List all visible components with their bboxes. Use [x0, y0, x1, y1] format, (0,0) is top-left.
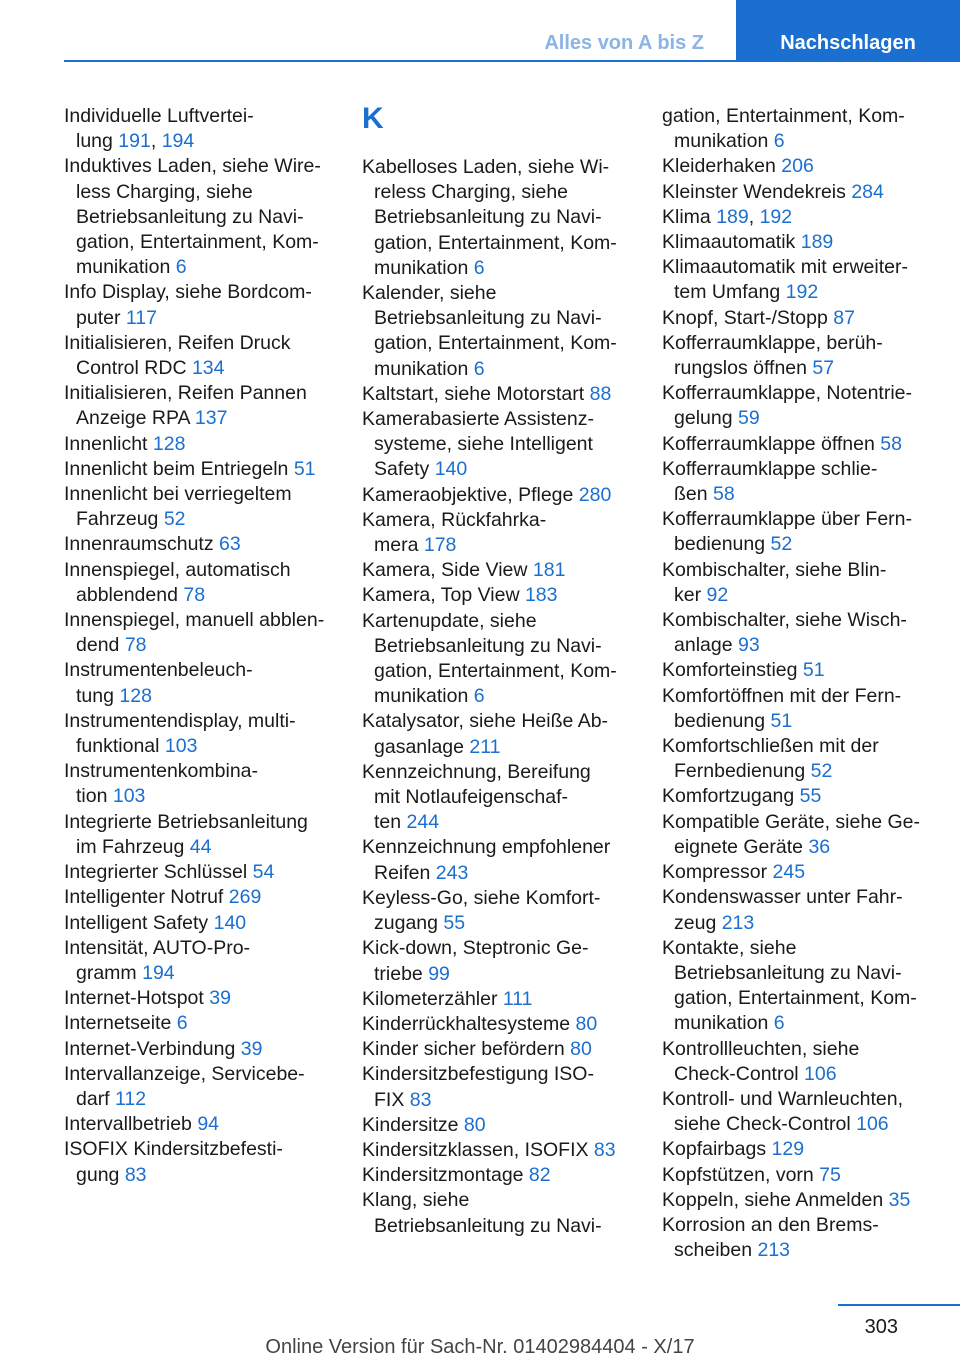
index-entry-label: Innenspiegel, automatisch abblendend	[64, 558, 291, 606]
index-entry-label: Instrumentendisplay, multi- funktional	[64, 709, 296, 758]
index-entry	[362, 1163, 632, 1188]
index-entry	[362, 1113, 632, 1138]
index-entry	[64, 709, 334, 759]
page-reference-link[interactable]: 6	[773, 130, 785, 153]
index-entry	[64, 532, 334, 557]
index-entry-label: Innenlicht bei verriegeltem Fahrzeug	[64, 483, 292, 531]
index-entry	[662, 936, 934, 1037]
page-reference-link[interactable]: 59	[737, 407, 760, 430]
page-reference-link[interactable]: 191	[118, 130, 151, 153]
footer-rule	[838, 1304, 960, 1306]
page-reference-link[interactable]: 6	[175, 256, 187, 279]
index-entry	[662, 457, 934, 507]
page-reference-link[interactable]: 55	[799, 785, 822, 808]
index-entry-label: Kick-down, Steptronic Ge- triebe	[362, 937, 589, 985]
page-reference-link[interactable]: 57	[812, 357, 835, 380]
index-entry	[362, 407, 632, 483]
index-entry	[662, 1163, 934, 1188]
index-entry	[64, 558, 334, 608]
index-entry	[64, 432, 334, 457]
index-entry-label: Kofferraumklappe, berüh- rungslos öffnen	[662, 331, 883, 380]
index-entry	[362, 1188, 632, 1238]
index-entry-label: Kamera, Side View	[362, 559, 533, 582]
page-header	[0, 0, 960, 62]
page-reference-link[interactable]: 51	[770, 709, 793, 732]
index-entry-label: Kartenupdate, siehe Betriebsanleitung zu Navi- gation, Entertainment, Kom- munikation	[362, 609, 617, 708]
page-reference-link[interactable]: 137	[194, 407, 228, 430]
index-entry	[662, 810, 934, 860]
index-entry-label: Innenraumschutz	[64, 533, 220, 556]
page-reference-link[interactable]: 44	[189, 835, 212, 858]
index-entry-label: Koppeln, siehe Anmelden	[662, 1188, 889, 1211]
index-entry-label: Klimaautomatik	[662, 231, 801, 254]
index-entry-label: Komfortzugang	[662, 785, 800, 808]
index-entry-label: Kontroll- und Warnleuchten, siehe Check-Control	[662, 1087, 903, 1136]
index-entry	[64, 911, 334, 936]
index-entry	[362, 281, 632, 382]
index-entry: Individuelle Luftvertei- lung 191, 194	[64, 105, 254, 153]
page-reference-link[interactable]: 83	[409, 1088, 432, 1111]
page-reference-link[interactable]: 128	[119, 684, 152, 707]
index-entry-label: Kombischalter, siehe Blin- ker	[662, 558, 887, 606]
page-reference-link[interactable]: 52	[163, 508, 186, 531]
page-reference-link[interactable]: 194	[161, 130, 195, 153]
index-entry	[64, 381, 334, 431]
index-entry-label: Klima	[662, 205, 717, 228]
page-reference-link[interactable]: 80	[570, 1038, 592, 1061]
index-entry	[662, 885, 934, 935]
page-reference-link[interactable]: 192	[759, 205, 793, 228]
index-entry-label: Komfortschließen mit der Fernbedienung	[662, 735, 879, 783]
index-entry	[64, 885, 334, 910]
index-entry-label: Internet-Verbindung	[64, 1037, 241, 1060]
page-reference-link[interactable]: 6	[473, 685, 485, 708]
index-entry	[662, 180, 934, 205]
index-entry-label: Klang, siehe Betriebsanleitung zu Navi-	[362, 1189, 602, 1237]
index-entry	[64, 1137, 334, 1187]
index-entry-label: Kinderrückhaltesysteme	[362, 1012, 576, 1035]
index-entry-label: Klimaautomatik mit erweiter- tem Umfang	[662, 256, 908, 304]
index-entry	[362, 483, 632, 508]
page-reference-link[interactable]: 83	[124, 1163, 147, 1186]
index-entry	[662, 658, 934, 683]
page-reference-link[interactable]: 280	[578, 483, 612, 506]
index-entry-label: Intervallanzeige, Servicebe- darf	[64, 1062, 305, 1110]
page-reference-link[interactable]: 140	[213, 911, 247, 934]
page-reference-link[interactable]: 111	[502, 987, 533, 1010]
index-entry-label: Komforteinstieg	[662, 659, 803, 682]
index-entry-label: Intervallbetrieb	[64, 1113, 198, 1136]
page-reference-link[interactable]: 36	[808, 835, 831, 858]
index-entry	[64, 608, 334, 658]
page-number: 303	[864, 1316, 898, 1338]
page-reference-link[interactable]: 78	[124, 634, 147, 657]
index-entry	[362, 1138, 632, 1163]
index-entry	[64, 810, 334, 860]
page-reference-link[interactable]: 103	[164, 735, 198, 758]
index-entry	[362, 936, 632, 986]
index-entry	[662, 306, 934, 331]
index-entry	[362, 558, 632, 583]
index-entry-label: Kamerabasierte Assistenz- systeme, siehe Intelligent Safety	[362, 408, 594, 481]
page-reference-link[interactable]: 117	[125, 306, 157, 329]
index-entry-label: Komfortöffnen mit der Fern- bedienung	[662, 684, 902, 732]
index-entry-label: Kombischalter, siehe Wisch- anlage	[662, 609, 907, 657]
index-entry	[64, 658, 334, 708]
index-entry-label: Induktives Laden, siehe Wire- less Charging, siehe Betriebsanleitung zu Navi- gation, Entertainment, Kom- munikation	[64, 155, 321, 279]
index-entry-label: Kontakte, siehe Betriebsanleitung zu Navi- gation, Entertainment, Kom- munikation	[662, 936, 917, 1035]
index-entry-label: gation, Entertainment, Kom- munikation	[662, 105, 905, 153]
index-entry-label: Initialisieren, Reifen Pannen Anzeige RPA	[64, 382, 307, 430]
page-reference-link[interactable]: 189	[800, 231, 834, 254]
index-entry	[64, 1062, 334, 1112]
index-entry-label: Kofferraumklappe, Notentrie- gelung	[662, 382, 913, 430]
index-entry-label: Internet-Hotspot	[64, 987, 210, 1010]
index-entry	[64, 331, 334, 381]
index-entry-label: Knopf, Start-/Stopp	[662, 306, 834, 329]
page-reference-link[interactable]: 51	[293, 457, 316, 480]
index-entry	[362, 609, 632, 710]
index-entry-label: Katalysator, siehe Heiße Ab- gasanlage	[362, 710, 609, 758]
index-entry-label: Kinder sicher befördern	[362, 1038, 571, 1061]
header-chapter-tab[interactable]: Nachschlagen	[736, 0, 960, 62]
index-entry-label: Kopfstützen, vorn	[662, 1163, 820, 1186]
index-entry-label: Kleinster Wendekreis	[662, 180, 852, 203]
index-entry	[662, 230, 934, 255]
index-column-2	[362, 104, 632, 1239]
index-entry	[662, 1137, 934, 1162]
page-reference-link[interactable]: 106	[856, 1113, 889, 1136]
page-reference-link[interactable]: 134	[191, 357, 225, 380]
index-entry	[662, 784, 934, 809]
online-version-note: Online Version für Sach-Nr. 01402984404 - X/17	[265, 1336, 695, 1358]
index-entry	[362, 583, 632, 608]
page-reference-link[interactable]: 269	[228, 886, 262, 909]
index-entry-label: Keyless-Go, siehe Komfort- zugang	[362, 886, 601, 935]
page-reference-link[interactable]: 75	[819, 1163, 841, 1186]
index-entry	[662, 154, 934, 179]
index-entry	[662, 1213, 934, 1263]
page-reference-link[interactable]: 181	[532, 559, 566, 582]
index-entry	[64, 1037, 334, 1062]
index-entry-label: Kofferraumklappe über Fern- bedienung	[662, 508, 913, 556]
index-entry-label: Kompressor	[662, 861, 773, 884]
index-entry-label: Kalender, siehe Betriebsanleitung zu Navi- gation, Entertainment, Kom- munikation	[362, 282, 617, 380]
index-entry-label: Integrierter Schlüssel	[64, 861, 253, 884]
index-entry-label: Kofferraumklappe schlie- ßen	[662, 457, 878, 506]
index-entry-label: Kompatible Geräte, siehe Ge- eignete Geräte	[662, 810, 920, 858]
page-reference-link[interactable]: 93	[737, 634, 760, 657]
page-reference-link[interactable]: 35	[888, 1188, 911, 1211]
index-entry-label: Innenlicht beim Entriegeln	[64, 457, 294, 480]
index-column-1	[64, 104, 334, 1188]
index-entry-label: Intensität, AUTO-Pro- gramm	[64, 936, 251, 984]
page-reference-link[interactable]: 6	[473, 357, 485, 380]
index-entry	[64, 280, 334, 330]
index-entry	[362, 835, 632, 885]
index-entry	[362, 382, 632, 407]
index-entry-label: Intelligent Safety	[64, 911, 214, 934]
page-reference-link[interactable]: 6	[176, 1012, 188, 1035]
section-letter: K	[362, 102, 384, 135]
index-entry	[362, 508, 632, 558]
index-entry	[662, 860, 934, 885]
page-reference-link[interactable]: 284	[851, 180, 884, 203]
index-entry-label: Kameraobjektive, Pflege	[362, 483, 579, 506]
page-reference-link[interactable]: 213	[757, 1239, 791, 1262]
index-entry	[362, 987, 632, 1012]
page-reference-link[interactable]: 58	[880, 432, 902, 455]
index-entry	[662, 104, 934, 154]
index-entry-label: Initialisieren, Reifen Druck Control RDC	[64, 331, 291, 380]
page-reference-link[interactable]: 192	[785, 281, 819, 304]
index-column-3	[662, 104, 934, 1263]
page-reference-link[interactable]: 112	[115, 1087, 147, 1110]
index-entry-label: Kondenswasser unter Fahr- zeug	[662, 886, 903, 934]
page-reference-link[interactable]: 80	[463, 1113, 486, 1136]
index-entry-label: Kennzeichnung empfohlener Reifen	[362, 836, 611, 884]
page-reference-link[interactable]: 51	[802, 659, 825, 682]
index-entry-label: Internetseite	[64, 1012, 177, 1035]
index-entry-label: Intelligenter Notruf	[64, 886, 229, 909]
page-reference-link[interactable]: 6	[473, 256, 485, 279]
page-reference-link[interactable]: 213	[721, 911, 755, 934]
index-entry-label: Innenspiegel, manuell abblen- dend	[64, 609, 325, 657]
index-entry-label: Kindersitzmontage	[362, 1164, 529, 1187]
page-reference-link[interactable]: 103	[112, 785, 146, 808]
index-entry	[662, 255, 934, 305]
index-entry-label: Kontrollleuchten, siehe Check-Control	[662, 1037, 860, 1085]
page-reference-link[interactable]: 58	[713, 483, 735, 506]
page-reference-link[interactable]: 106	[804, 1062, 837, 1085]
index-entry-label: Kabelloses Laden, siehe Wi- reless Charging, siehe Betriebsanleitung zu Navi- gation, Entertainment, Kom- munikation	[362, 156, 617, 279]
page-reference-link[interactable]: 128	[152, 432, 186, 455]
index-entry	[64, 986, 334, 1011]
index-entry-label: Kleiderhaken	[662, 155, 782, 178]
page-reference-link[interactable]: 244	[406, 811, 440, 834]
header-section-title: Alles von A bis Z	[544, 32, 704, 54]
page-reference-link[interactable]: 87	[833, 306, 855, 329]
index-entry-label: Kofferraumklappe öffnen	[662, 432, 881, 455]
index-entry	[662, 1087, 934, 1137]
index-entry-label: Info Display, siehe Bordcom- puter	[64, 281, 312, 329]
page-reference-link[interactable]: 39	[240, 1037, 263, 1060]
index-entry: Klima 189, 192	[662, 205, 793, 228]
index-entry-label: Kamera, Rückfahrka- mera	[362, 508, 547, 557]
index-entry	[662, 558, 934, 608]
index-entry	[662, 507, 934, 557]
index-entry	[662, 381, 934, 431]
index-entry	[64, 482, 334, 532]
index-entry	[662, 734, 934, 784]
page-reference-link[interactable]: 129	[771, 1138, 805, 1161]
index-entry	[662, 1188, 934, 1213]
index-entry	[362, 1037, 632, 1062]
page-reference-link[interactable]: 243	[435, 861, 469, 884]
index-entry	[64, 1011, 334, 1036]
index-entry-label: Kilometerzähler	[362, 987, 503, 1010]
page-reference-link[interactable]: 39	[209, 987, 231, 1010]
index-entry	[662, 684, 934, 734]
page-reference-link[interactable]: 88	[589, 382, 612, 405]
index-entry-label: Kopfairbags	[662, 1138, 772, 1161]
index-entry-label: Kennzeichnung, Bereifung mit Notlaufeigenschaf- ten	[362, 760, 591, 834]
index-entry	[64, 154, 334, 280]
index-entry-label: Instrumentenbeleuch- tung	[64, 659, 253, 707]
index-entry	[64, 759, 334, 809]
index-entry	[64, 936, 334, 986]
page-reference-link[interactable]: 183	[524, 584, 558, 607]
page-reference-link[interactable]: 78	[183, 583, 206, 606]
page-reference-link[interactable]: 6	[773, 1012, 785, 1035]
page-reference-link[interactable]: 189	[716, 205, 749, 228]
index-entry-label: Kamera, Top View	[362, 584, 525, 607]
index-entry	[662, 1037, 934, 1087]
index-entry	[362, 886, 632, 936]
index-entry-label: Kaltstart, siehe Motorstart	[362, 382, 590, 405]
index-entry	[362, 709, 632, 759]
index-entry-label: Kindersitzklassen, ISOFIX	[362, 1138, 594, 1161]
index-entry	[662, 331, 934, 381]
page-reference-link[interactable]: 83	[593, 1138, 616, 1161]
page-reference-link[interactable]: 206	[781, 155, 814, 178]
header-rule	[64, 60, 960, 62]
page-reference-link[interactable]: 92	[706, 583, 729, 606]
index-entry	[362, 760, 632, 836]
page-reference-link[interactable]: 54	[252, 861, 275, 884]
index-entry	[64, 457, 334, 482]
index-entry-label: Integrierte Betriebsanleitung im Fahrzeug	[64, 810, 308, 858]
page-reference-link[interactable]: 211	[469, 735, 501, 758]
index-entry	[64, 1112, 334, 1137]
index-entry-label: Individuelle Luftvertei- lung	[64, 105, 254, 153]
index-entry	[662, 432, 934, 457]
index-entry-label: Instrumentenkombina- tion	[64, 760, 259, 808]
index-entry-label: Kindersitze	[362, 1113, 464, 1136]
page-reference-link[interactable]: 94	[197, 1113, 220, 1136]
page-reference-link[interactable]: 194	[142, 961, 175, 984]
index-entry	[362, 1062, 632, 1112]
page-reference-link[interactable]: 63	[219, 533, 241, 556]
page-reference-link[interactable]: 245	[772, 861, 806, 884]
index-entry	[64, 860, 334, 885]
index-entry	[362, 155, 632, 281]
page-reference-link[interactable]: 52	[810, 760, 833, 783]
page-reference-link[interactable]: 178	[423, 534, 457, 557]
page-reference-link[interactable]: 99	[428, 962, 450, 985]
index-entry-label: ISOFIX Kindersitzbefesti- gung	[64, 1138, 283, 1186]
page-reference-link[interactable]: 52	[770, 533, 793, 556]
index-entry-label: Innenlicht	[64, 432, 153, 455]
index-entry	[662, 608, 934, 658]
index-entry-label: Kindersitzbefestigung ISO- FIX	[362, 1063, 594, 1111]
page-reference-link[interactable]: 80	[575, 1012, 598, 1035]
page-reference-link[interactable]: 140	[434, 458, 468, 481]
page-reference-link[interactable]: 82	[528, 1164, 551, 1187]
page-reference-link[interactable]: 55	[443, 912, 466, 935]
index-entry-label: Korrosion an den Brems- scheiben	[662, 1213, 879, 1262]
index-entry	[362, 1012, 632, 1037]
